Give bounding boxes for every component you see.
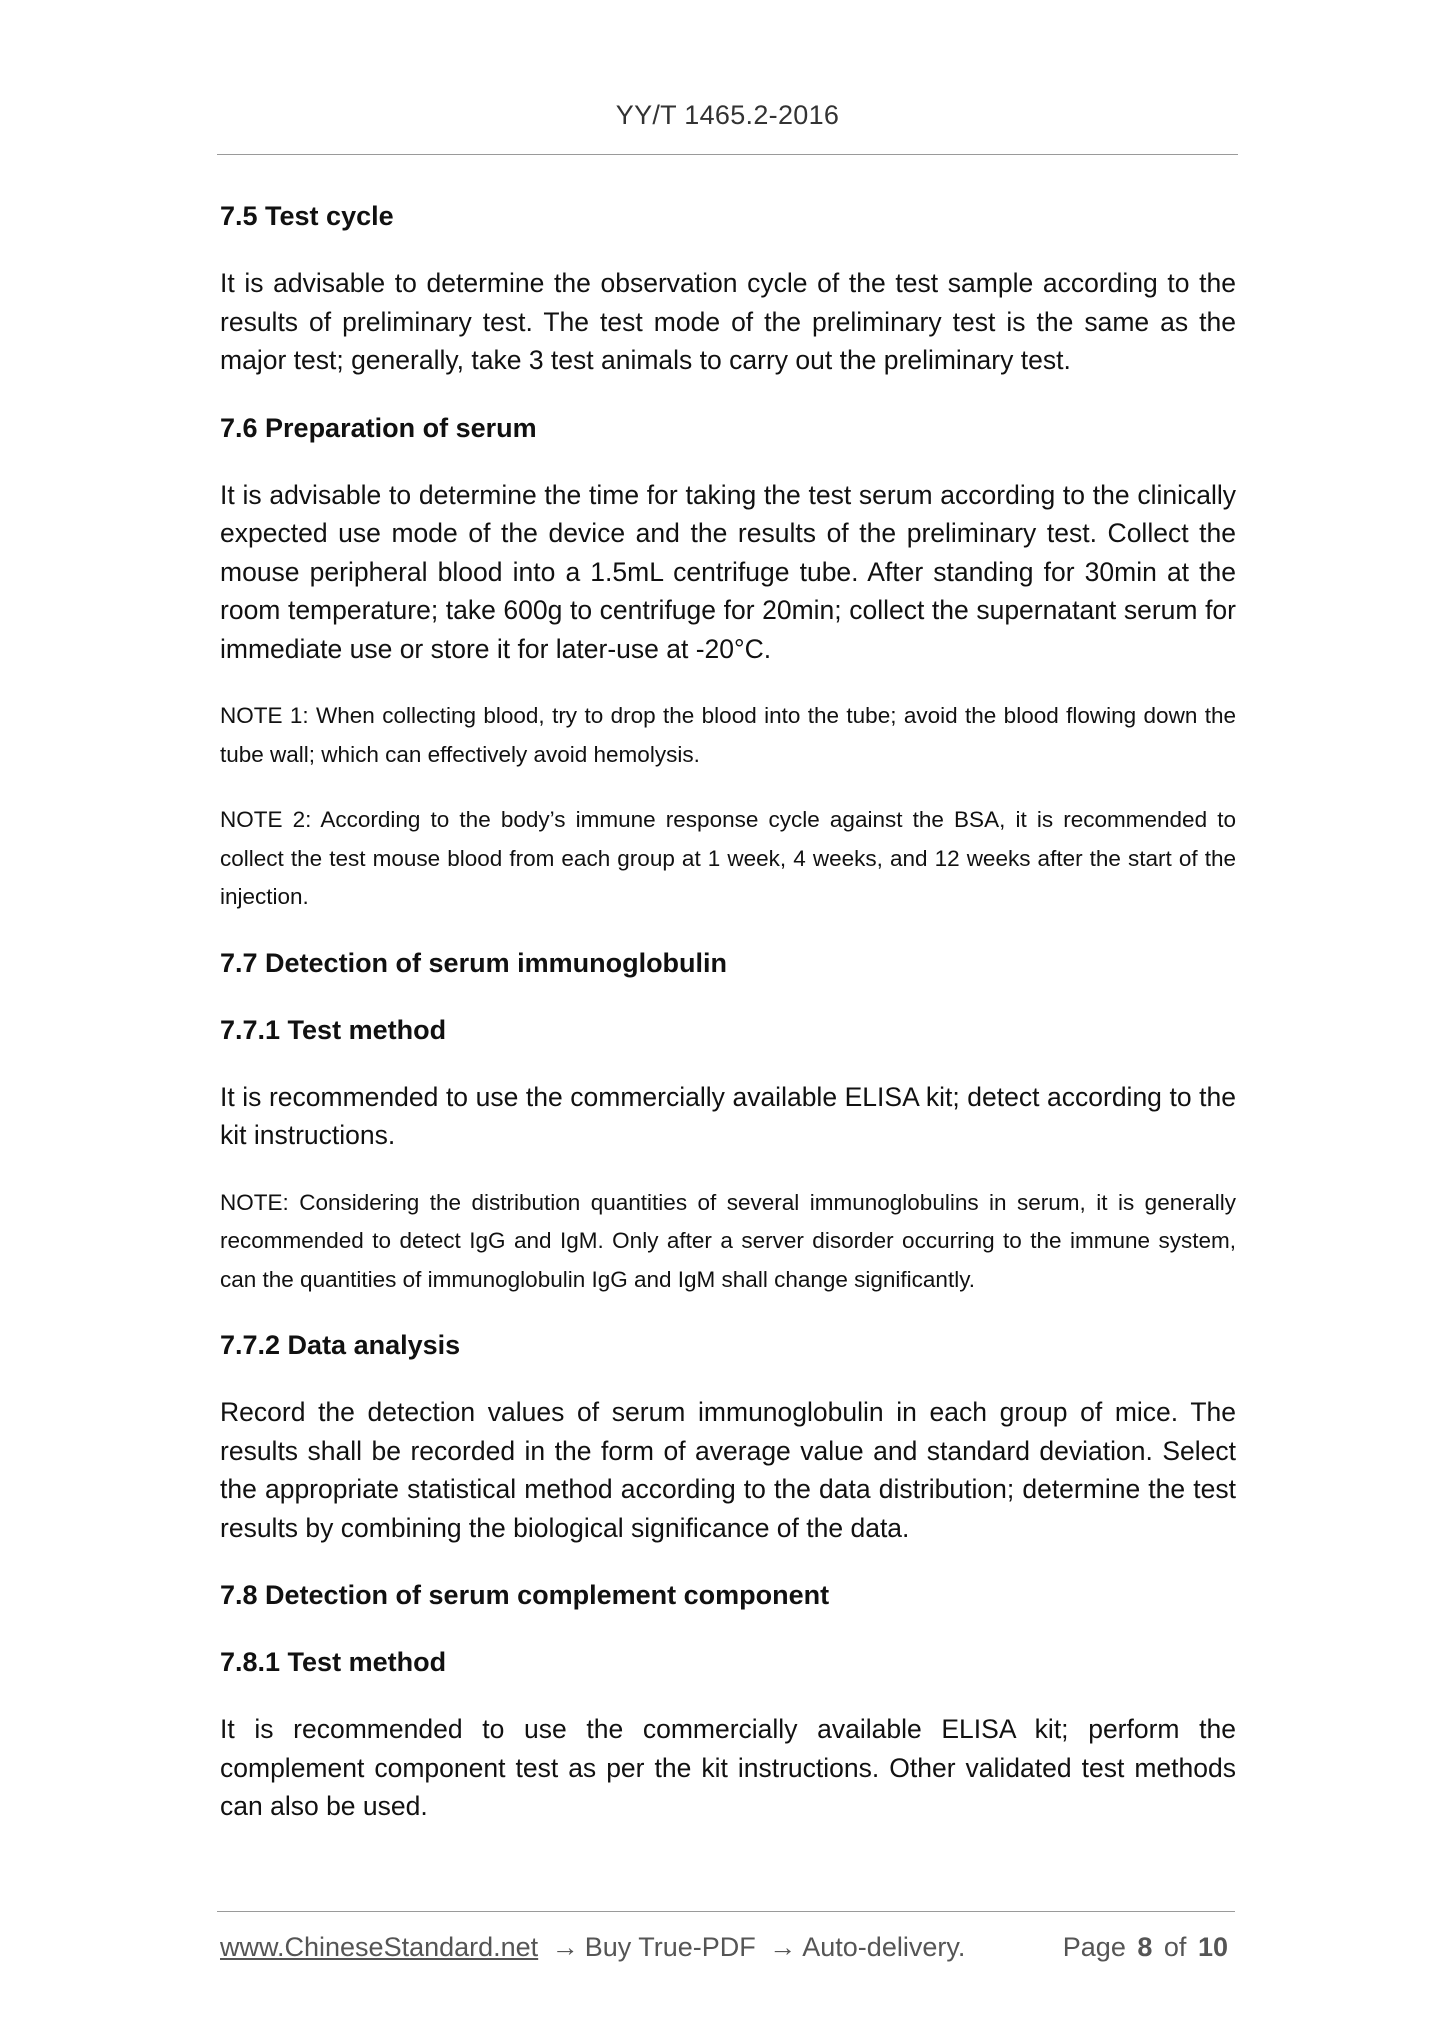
- page-label: Page: [1062, 1932, 1126, 1962]
- page-number: [1063, 1932, 1232, 1963]
- header-divider: [217, 154, 1238, 155]
- buy-text: Buy True-PDF: [584, 1932, 756, 1962]
- page-of: of: [1163, 1932, 1187, 1962]
- document-header: YY/T 1465.2-2016: [615, 100, 840, 130]
- paragraph-7-5: It is advisable to determine the observation cycle of the test sample according to the results of preliminary test. The test mode of the preliminary test is the same as the major test; generally, take 3 test animals to carry out the preliminary test.: [220, 268, 1236, 375]
- footer-promo: [220, 1932, 965, 1963]
- heading-7-7: 7.7 Detection of serum immunoglobulin: [220, 947, 728, 978]
- delivery-text: Auto-delivery.: [802, 1932, 966, 1962]
- note-7-6-2: NOTE 2: According to the body’s immune response cycle against the BSA, it is recommended to collect the test mouse blood from each group at 1 week, 4 weeks, and 12 weeks after the start of the injection.: [220, 807, 1236, 909]
- paragraph-7-6: It is advisable to determine the time for taking the test serum according to the clinically expected use mode of the device and the results of the preliminary test. Collect the mouse peripheral blood into a 1.5mL centrifuge tube. After standing for 30min at the room temperature; take 600g to centrifuge for 20min; collect the supernatant serum for immediate use or store it for later-use at -20°C.: [220, 479, 1236, 664]
- note-7-7-1: NOTE: Considering the distribution quantities of several immunoglobulins in serum, it is generally recommended to detect IgG and IgM. Only after a server disorder occurring to the immune system, can the quantities of immunoglobulin IgG and IgM shall change significantly.: [220, 1189, 1236, 1292]
- arrow-icon: →: [551, 1932, 579, 1962]
- arrow-icon: →: [769, 1932, 797, 1962]
- paragraph-7-8-1: It is recommended to use the commercially available ELISA kit; perform the complement component test as per the kit instructions. Other validated test methods can also be used.: [220, 1714, 1236, 1821]
- heading-7-5: 7.5 Test cycle: [220, 201, 394, 231]
- page-content: [220, 197, 1236, 1855]
- heading-7-7-1: 7.7.1 Test method: [220, 1014, 447, 1045]
- footer-divider: [217, 1911, 1235, 1912]
- page-current: 8: [1137, 1932, 1153, 1962]
- paragraph-7-7-1: It is recommended to use the commercially available ELISA kit; detect according to the kit instructions.: [220, 1081, 1236, 1150]
- heading-7-6: 7.6 Preparation of serum: [220, 412, 537, 443]
- page-total: 10: [1197, 1932, 1228, 1962]
- heading-7-8: 7.8 Detection of serum complement component: [220, 1580, 830, 1610]
- heading-7-7-2: 7.7.2 Data analysis: [220, 1330, 461, 1360]
- heading-7-8-1: 7.8.1 Test method: [220, 1647, 447, 1677]
- note-7-6-1: NOTE 1: When collecting blood, try to drop the blood into the tube; avoid the blood flowing down the tube wall; which can effectively avoid hemolysis.: [220, 703, 1236, 767]
- site-link[interactable]: www.ChineseStandard.net: [220, 1932, 539, 1962]
- paragraph-7-7-2: Record the detection values of serum immunoglobulin in each group of mice. The results shall be recorded in the form of average value and standard deviation. Select the appropriate statistical method according to the data distribution; determine the test results by combining the biological significance of the data.: [220, 1397, 1236, 1543]
